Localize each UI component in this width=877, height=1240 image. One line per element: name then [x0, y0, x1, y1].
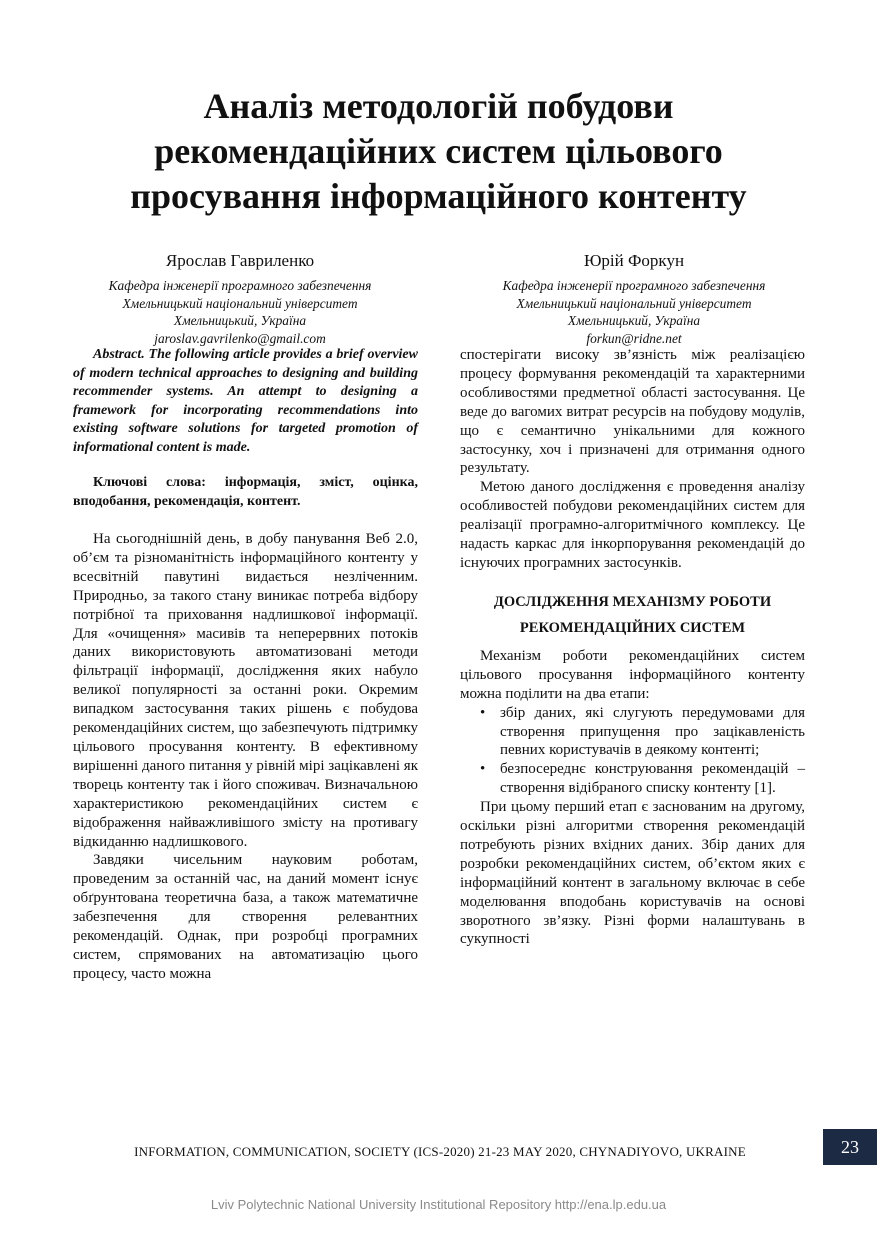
body-paragraph: При цьому перший етап є заснованим на другому, оскільки різні алгоритми створення рекомендацій потребують різних вхідних даних. Збір даних для розробки рекомендаційних систем, об’єктом яких є інформаційний контент в загальному включає в себе моделювання вподобань користувачів на основі зворотного зв’язку. Різні форми налаштувань в сукупності [460, 799, 805, 948]
keywords: Ключові слова: інформація, зміст, оцінка, вподобання, рекомендація, контент. [73, 475, 418, 509]
author-location: Хмельницький, Україна [567, 313, 701, 329]
section-heading-line: ДОСЛІДЖЕННЯ МЕХАНІЗМУ РОБОТИ [493, 593, 772, 610]
author-name: Ярослав Гавриленко [165, 251, 315, 270]
left-column [73, 346, 418, 984]
author-department: Кафедра інженерії програмного забезпечення [502, 278, 766, 293]
conference-footer: INFORMATION, COMMUNICATION, SOCIETY (ICS-2020) 21-23 MAY 2020, CHYNADIYOVO, UKRAINE [134, 1144, 746, 1159]
page-number: 23 [823, 1129, 877, 1165]
body-paragraph: Завдяки чисельним науковим роботам, проведеним за останній час, на даний момент існує обґрунтована теоретична база, а також математичне забезпечення для створення релевантних рекомендацій. Однак, при розробці програмних систем, спрямованих на автоматизацію цього процесу, часто можна [73, 852, 418, 982]
author-department: Кафедра інженерії програмного забезпечення [108, 278, 372, 293]
body-paragraph: На сьогоднішній день, в добу панування Веб 2.0, об’єм та різноманітність інформаційного контенту у всесвітній павутині видається незліченним. Природньо, за такого стану виникає потреба відбору потрібної та приховання надлишкової інформації. Для «очищення» масивів та неперервних потоків даних використовують автоматизовані методи фільтрації інформації, дослідження яких набуло великої популярності за останні роки. Окремим випадком застосування таких рішень є побудова рекомендаційних систем, що забезпечують підтримку цільового просування контенту. В ефективному вирішенні даного питання у рівній мірі зацікавлені як творець контенту так і його споживач. Визначальною характеристикою рекомендаційних систем є відображення найважливішого змісту на противагу відкиданню надлишкового. [73, 531, 418, 850]
list-item-text: безпосереднє конструювання рекомендацій – створення відібраного списку контенту [1]. [500, 761, 805, 797]
bullet-list [460, 704, 805, 799]
author-name: Юрій Форкун [583, 251, 685, 270]
author-location: Хмельницький, Україна [173, 313, 307, 329]
body-paragraph: спостерігати високу зв’язність між реалізацією процесу формування рекомендацій та характерними особливостями предметної області застосування. Це веде до вагомих витрат ресурсів на побудову модулів, що є семантично унікальними для кожного застосунку, хоч і призначені для отримання одного результату. [460, 347, 805, 477]
author-email: jaroslav.gavrilenko@gmail.com [154, 330, 326, 346]
right-column [460, 346, 805, 949]
list-item [480, 760, 805, 798]
author-email: forkun@ridne.net [586, 330, 682, 346]
abstract: Abstract. The following article provides a brief overview of modern technical approaches to designing and building recommender systems. An attempt to designing a framework for incorporating recommendations into existing software solutions for targeted promotion of informational content is made. [73, 347, 418, 455]
section-heading-line: РЕКОМЕНДАЦІЙНИХ СИСТЕМ [519, 619, 746, 636]
paper-title: Аналіз методологій побудови рекомендаційних систем цільового просування інформаційного контенту [130, 86, 747, 216]
author-university: Хмельницький національний університет [516, 295, 752, 311]
bullet-icon: • [480, 704, 486, 721]
repository-link[interactable]: Lviv Polytechnic National University Institutional Repository http://ena.lp.edu.ua [210, 1197, 667, 1212]
author-block-2 [462, 250, 806, 347]
body-paragraph: Метою даного дослідження є проведення аналізу особливостей побудови рекомендаційних систем для реалізації програмно-алгоритмічного комплексу. Це надасть каркас для інкорпорування рекомендацій до існуючих програмних застосунків. [460, 479, 805, 571]
author-university: Хмельницький національний університет [122, 295, 358, 311]
bullet-icon: • [480, 761, 486, 778]
section-heading [460, 589, 805, 641]
author-block-1 [60, 250, 420, 347]
list-item [480, 704, 805, 761]
list-item-text: збір даних, які слугують передумовами для створення припущення про зацікавленість певних користувачів в деякому контенті; [500, 704, 805, 759]
section-intro: Механізм роботи рекомендаційних систем цільового просування інформаційного контенту можна поділити на два етапи: [460, 647, 805, 702]
